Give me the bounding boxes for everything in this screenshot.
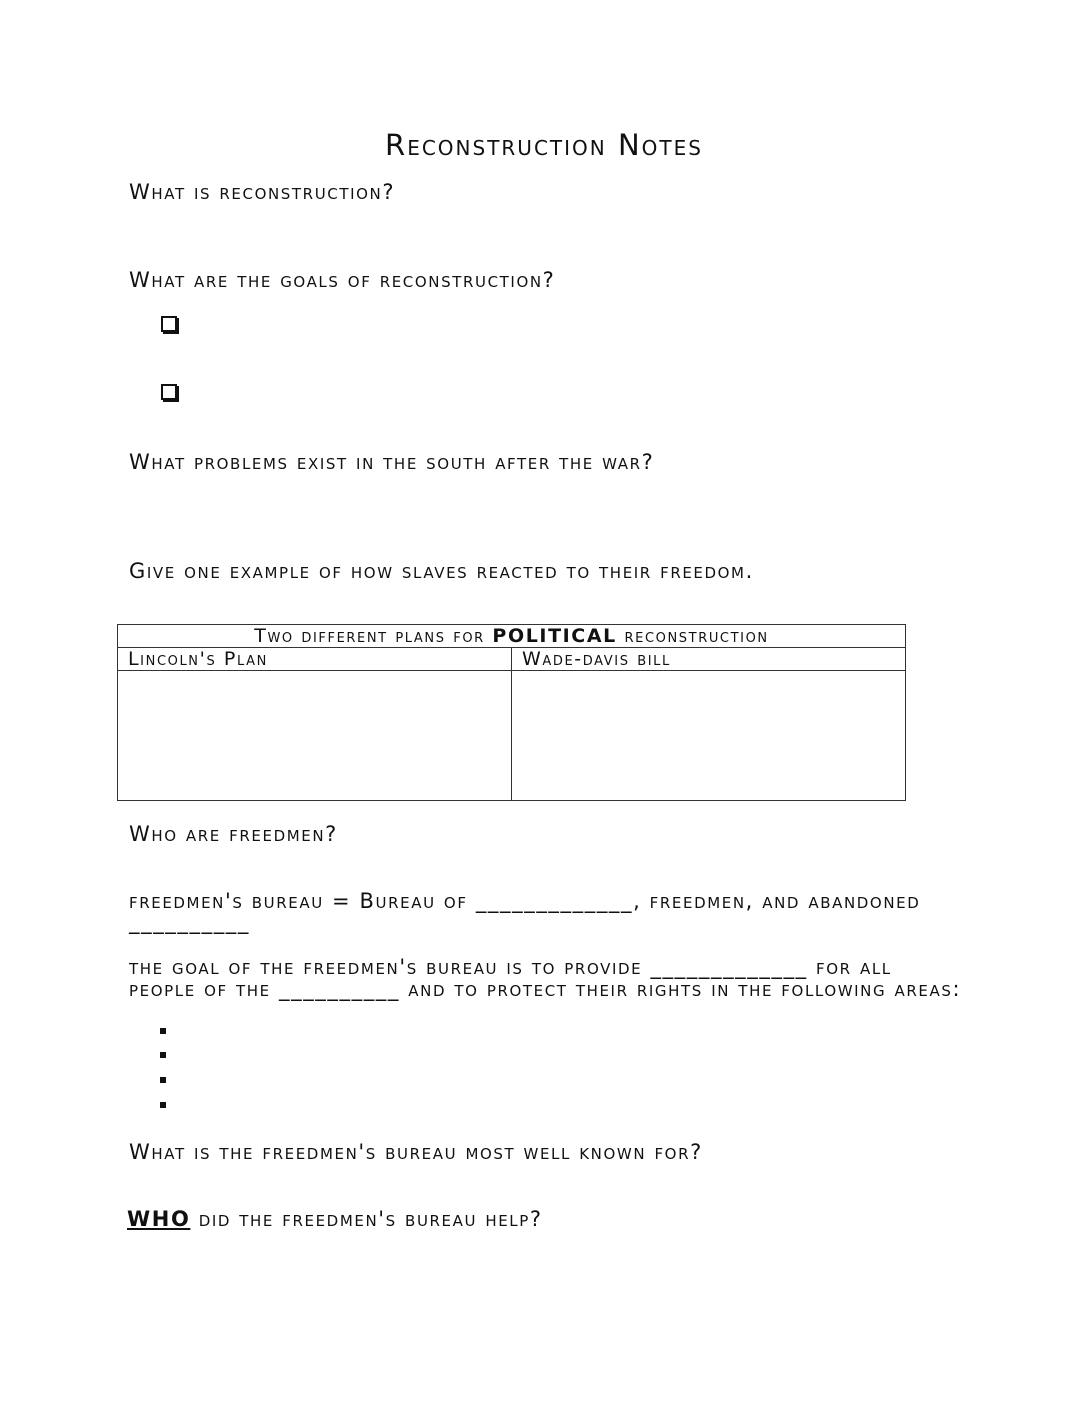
- bullet-icon: [160, 1052, 166, 1058]
- checkbox-icon: [161, 384, 177, 400]
- bullet-icon: [160, 1077, 166, 1083]
- question-slaves-reaction: Give one example of how slaves reacted to their freedom.: [129, 559, 754, 583]
- question-freedmen: Who are freedmen?: [129, 822, 338, 846]
- question-problems: What problems exist in the south after the war?: [129, 450, 655, 474]
- table-header: Two different plans for POLITICAL reconstruction: [118, 625, 906, 648]
- bureau-definition-line1: freedmen's bureau = Bureau of _____________, freedmen, and abandoned: [129, 889, 921, 913]
- question-bureau-known-for: What is the freedmen's bureau most well known for?: [129, 1140, 703, 1164]
- bureau-definition-line2: __________: [129, 910, 250, 934]
- checkbox-icon: [161, 316, 177, 332]
- column-lincolns-plan: Lincoln's Plan: [118, 648, 512, 671]
- plans-table: [117, 624, 906, 801]
- bullet-icon: [160, 1028, 166, 1034]
- wade-davis-answer-cell: [512, 671, 906, 801]
- political-emphasis: POLITICAL: [492, 625, 617, 647]
- question-goals: What are the goals of reconstruction?: [129, 268, 556, 292]
- question-what-is-reconstruction: What is reconstruction?: [129, 180, 396, 204]
- page-title: Reconstruction Notes: [385, 128, 703, 162]
- column-wade-davis-bill: Wade-davis bill: [512, 648, 906, 671]
- question-who-helped: WHO did the freedmen's bureau help?: [127, 1207, 543, 1231]
- lincolns-plan-answer-cell: [118, 671, 512, 801]
- bureau-goal-line2: people of the __________ and to protect their rights in the following areas:: [129, 977, 962, 1001]
- bureau-goal-line1: the goal of the freedmen's bureau is to provide _____________ for all: [129, 955, 892, 979]
- bullet-icon: [160, 1102, 166, 1108]
- who-emphasis: WHO: [127, 1207, 191, 1231]
